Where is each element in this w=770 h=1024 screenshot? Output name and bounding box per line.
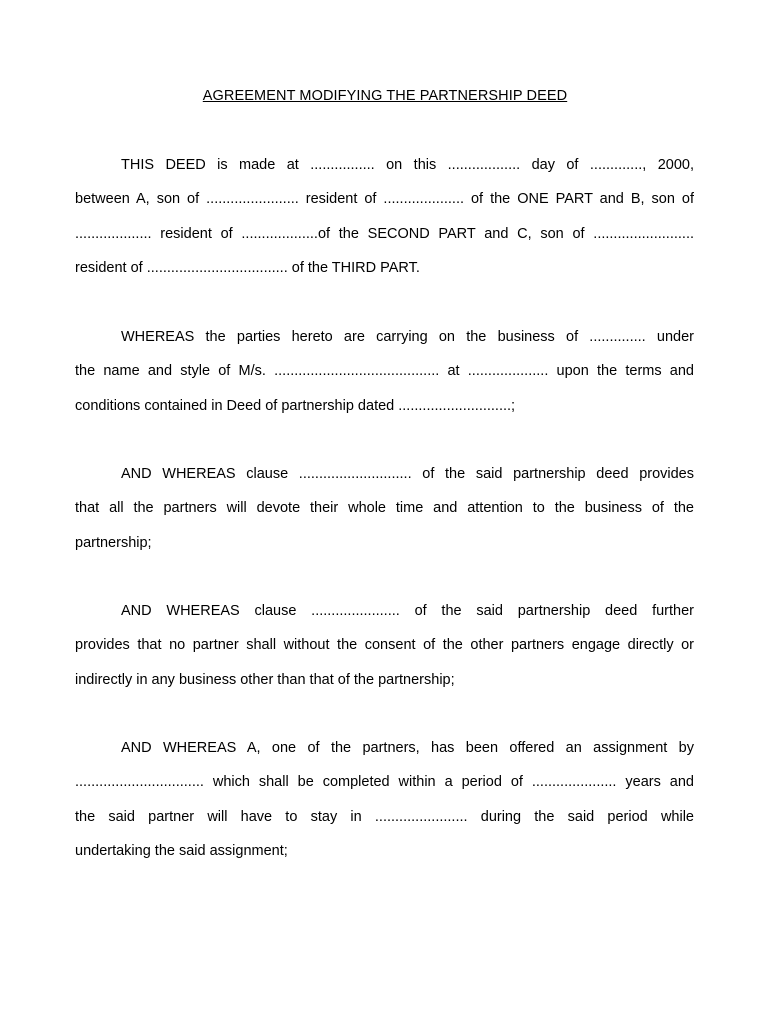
paragraph-assignment [75,738,694,876]
paragraph-line: AND WHEREAS A, one of the partners, has been offered an assignment by [121,740,694,756]
paragraph-line: provides that no partner shall without the consent of the other partners engage directly or [75,637,694,654]
paragraph-line: THIS DEED is made at ................ on this .................. day of ............., 2000, [121,157,694,173]
paragraph-line: that all the partners will devote their whole time and attention to the business of the [75,500,694,517]
paragraph-line: conditions contained in Deed of partnership dated ............................; [75,397,516,414]
paragraph-line: ................................ which shall be completed within a period of ..................... years and [75,774,694,791]
paragraph-parties [75,155,694,293]
paragraph-line: AND WHEREAS clause ...................... of the said partnership deed further [121,603,694,619]
paragraph-line: resident of ................................... of the THIRD PART. [75,260,420,277]
paragraph-clause-devotion [75,464,694,567]
paragraph-line: ................... resident of ...................of the SECOND PART and C, son of ......................... [75,225,694,242]
paragraph-line: between A, son of ....................... resident of .................... of the ONE PART and B, son of [75,191,694,208]
paragraph-line: undertaking the said assignment; [75,843,288,860]
paragraph-line: indirectly in any business other than that of the partnership; [75,671,455,688]
paragraph-clause-no-other-business [75,601,694,704]
paragraph-business [75,327,694,430]
paragraph-line: AND WHEREAS clause ............................ of the said partnership deed provides [121,466,694,482]
paragraph-line: the said partner will have to stay in ....................... during the said period while [75,808,694,825]
paragraph-line: WHEREAS the parties hereto are carrying on the business of .............. under [121,329,694,345]
document-title: AGREEMENT MODIFYING THE PARTNERSHIP DEED [202,88,568,104]
paragraph-line: the name and style of M/s. ......................................... at .................... upon the terms and [75,363,694,380]
paragraph-line: partnership; [75,534,152,551]
